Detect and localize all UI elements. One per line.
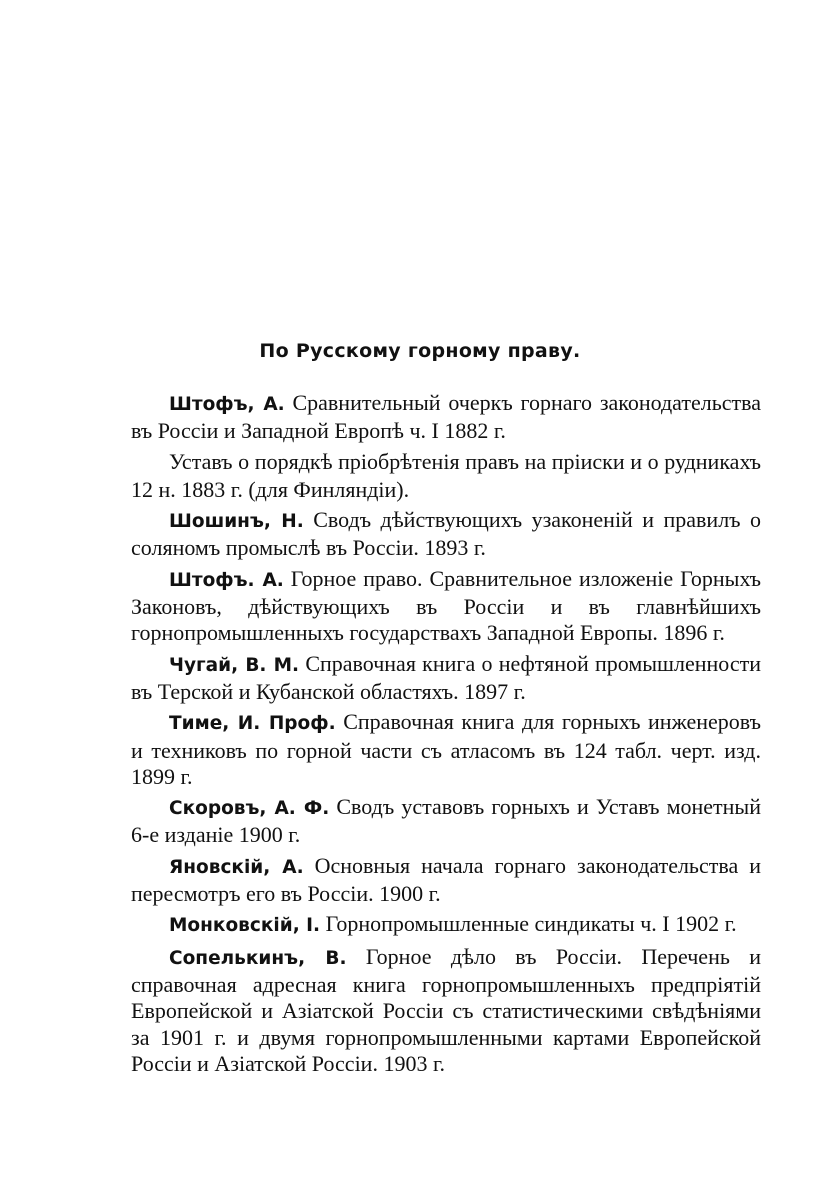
entry-text: Горное право. Сравнительное изложеніе Горныхъ Законовъ, дѣйствующихъ въ Россіи и въ главнѣйшихъ горнопромышленныхъ государствахъ Западной Европы. 1896 г. <box>131 565 761 646</box>
entry-text: Справочная книга для горныхъ инженеровъ и техниковъ по горной части съ атласомъ въ 124 табл. черт. изд. 1899 г. <box>131 709 761 789</box>
entry-author: Штофъ. А. <box>169 569 284 591</box>
entry-author: Шошинъ, Н. <box>169 511 304 533</box>
entry-author: Монковскій, І. <box>169 915 321 937</box>
bibliography-entry <box>131 853 761 908</box>
entry-author: Скоровъ, А. Ф. <box>169 798 330 820</box>
bibliography-entry <box>131 566 761 647</box>
entry-text: Сравнительный очеркъ горнаго законодательства въ Россіи и Западной Европѣ ч. I 1882 г. <box>131 390 762 444</box>
entry-author: Штофъ, А. <box>169 394 285 415</box>
entry-author: Тиме, И. Проф. <box>169 713 336 735</box>
entry-author: Сопелькинъ, В. <box>169 947 347 969</box>
entry-text: Горнопромышленные синдикаты ч. I 1902 г. <box>320 911 737 937</box>
entry-author: Яновскій, А. <box>169 856 304 878</box>
bibliography-list <box>131 390 761 1081</box>
entry-text: Сводъ уставовъ горныхъ и Уставъ монетный 6-е изданіе 1900 г. <box>131 794 761 848</box>
bibliography-entry <box>131 507 761 562</box>
entry-text: Горное дѣло въ Россіи. Перечень и справочная адресная книга горнопромышленныхъ предпріятій Европейской и Азіатской Россіи съ статистическими свѣдѣніями за 1901 г. и двумя горнопромышленными картами Европейской Россіи и Азіатской Россіи. 1903 г. <box>131 943 762 1076</box>
entry-author: Чугай, В. М. <box>169 654 300 676</box>
entry-text: Основныя начала горнаго законодательства и пересмотръ его въ Россіи. 1900 г. <box>131 852 761 907</box>
bibliography-entry <box>131 651 761 706</box>
entry-text: Уставъ о порядкѣ пріобрѣтенія правъ на пріиски и о рудникахъ 12 н. 1883 г. (для Финляндіи). <box>131 448 761 502</box>
bibliography-entry <box>131 911 761 939</box>
bibliography-entry <box>131 944 761 1077</box>
entry-text: Справочная книга о нефтяной промышленности въ Терской и Кубанской областяхъ. 1897 г. <box>131 650 761 704</box>
entry-text: Сводъ дѣйствующихъ узаконеній и правилъ о соляномъ промыслѣ въ Россіи. 1893 г. <box>131 507 762 561</box>
bibliography-entry <box>131 794 761 849</box>
bibliography-entry <box>131 449 761 504</box>
bibliography-entry <box>131 709 761 790</box>
section-heading: По Русскому горному праву. <box>259 340 581 362</box>
bibliography-entry <box>131 390 761 445</box>
